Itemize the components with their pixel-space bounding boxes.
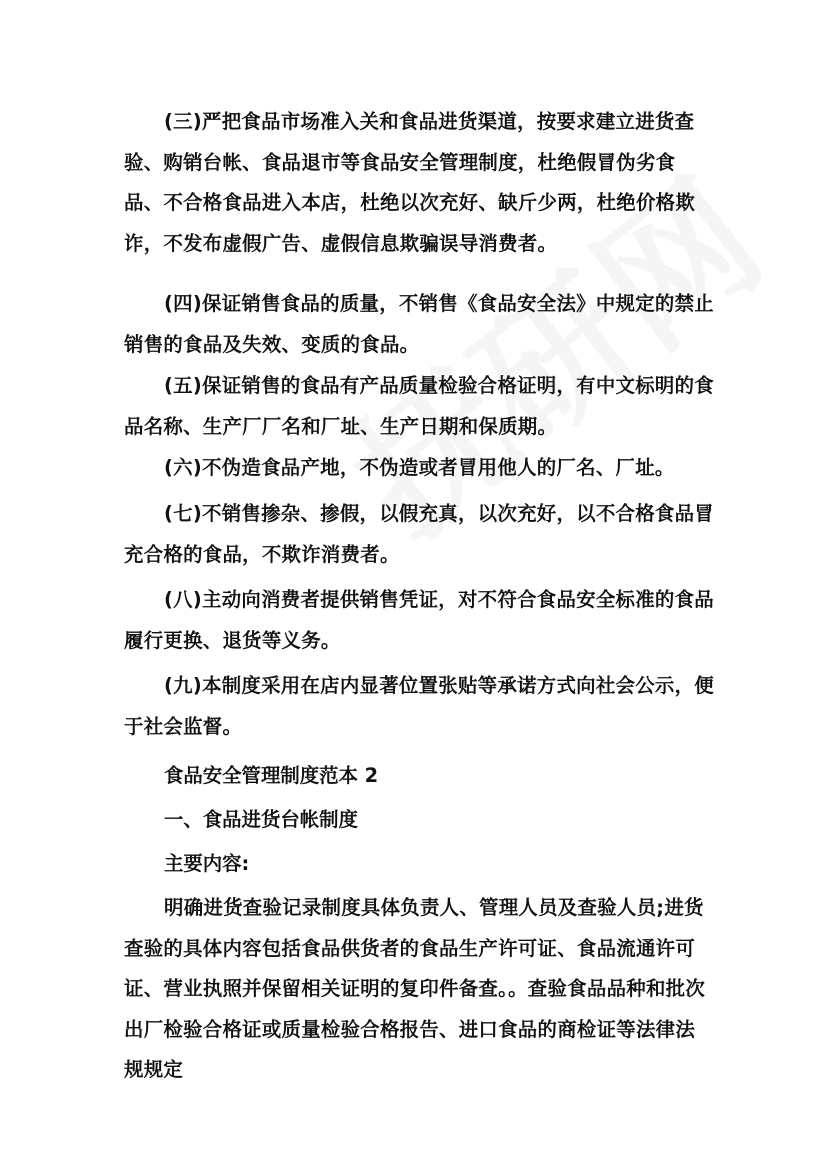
paragraph-7: (七)不销售掺杂、掺假，以假充真，以次充好，以不合格食品冒充合格的食品，不欺诈消费者。 xyxy=(124,502,714,566)
sub-title: 一、食品进货台帐制度 xyxy=(164,808,358,831)
paragraph-9: (九)本制度采用在店内显著位置张贴等承诺方式向社会公示，便于社会监督。 xyxy=(124,674,714,738)
content-label: 主要内容: xyxy=(164,852,250,875)
paragraph-5: (五)保证销售的食品有产品质量检验合格证明，有中文标明的食品名称、生产厂厂名和厂址、生产日期和保质期。 xyxy=(124,374,714,438)
section-title: 食品安全管理制度范本 2 xyxy=(164,764,379,787)
paragraph-8: (八)主动向消费者提供销售凭证，对不符合食品安全标准的食品履行更换、退货等义务。 xyxy=(124,588,714,652)
paragraph-3: (三)严把食品市场准入关和食品进货渠道，按要求建立进货查验、购销台帐、食品退市等食品安全管理制度，杜绝假冒伪劣食品、不合格食品进入本店，杜绝以次充好、缺斤少两，杜绝价格欺诈，不发布虚假广告、虚假信息欺骗误导消费者。 xyxy=(124,110,696,255)
body-text: 明确进货查验记录制度具体负责人、管理人员及查验人员;进货查验的具体内容包括食品供货者的食品生产许可证、食品流通许可证、营业执照并保留相关证明的复印件备查。。查验食品品种和批次出厂检验合格证或质量检验合格报告、进口食品的商检证等法律法规规定 xyxy=(124,896,706,1081)
paragraph-6: (六)不伪造食品产地，不伪造或者冒用他人的厂名、厂址。 xyxy=(164,456,675,479)
paragraph-4: (四)保证销售食品的质量，不销售《食品安全法》中规定的禁止销售的食品及失效、变质的食品。 xyxy=(124,292,714,356)
